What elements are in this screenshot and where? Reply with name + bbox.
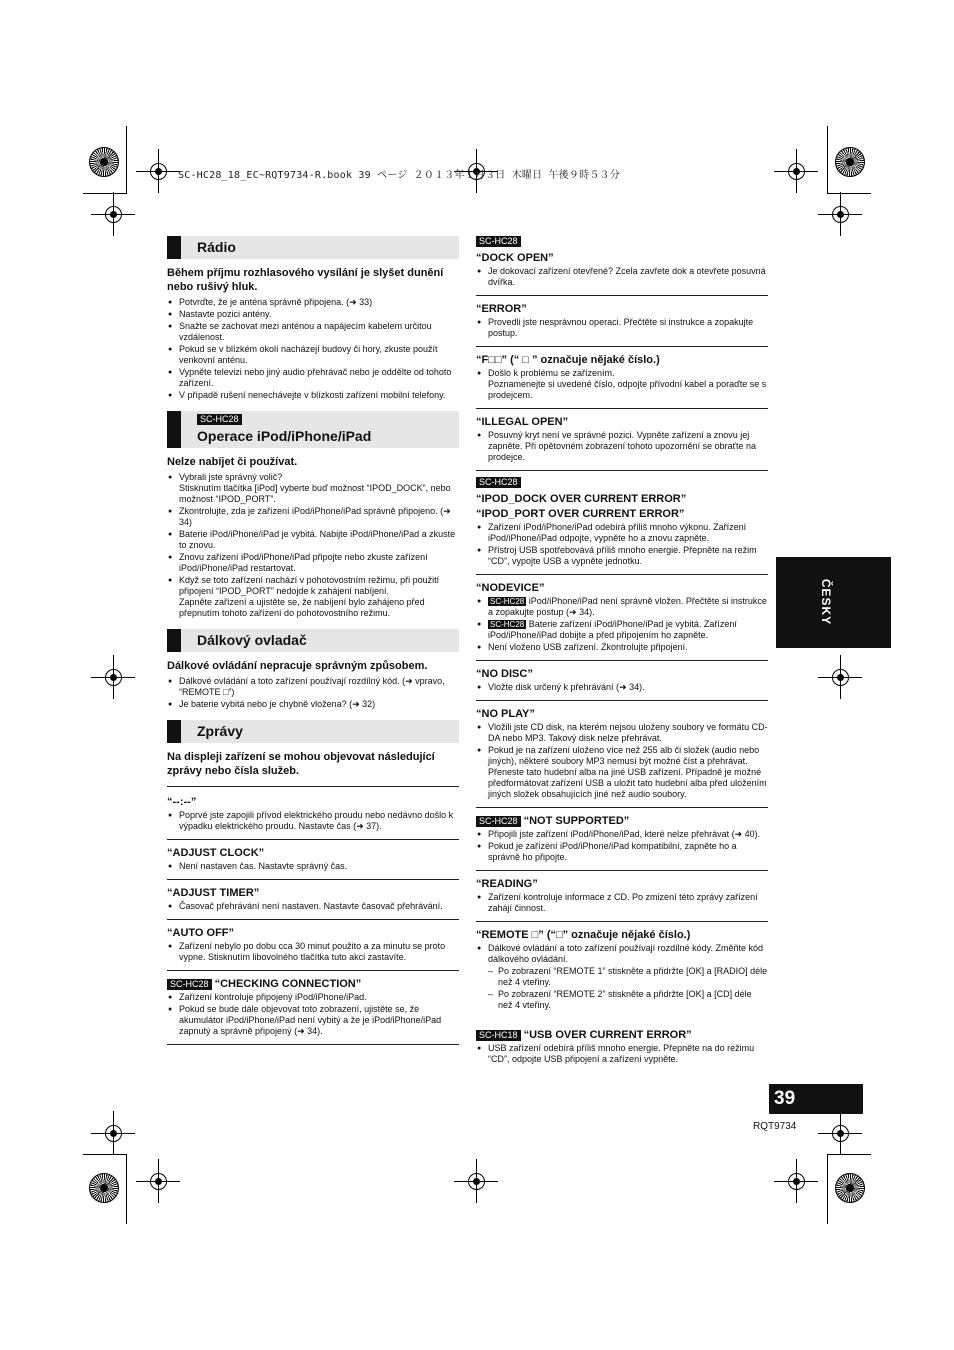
list-item: ● Došlo k problému se zařízením. Poznamenejte si uvedené číslo, odpojte přívodní kabel a poraďte se s prodejcem. (476, 368, 768, 401)
message-code: “REMOTE □” (“□” označuje nějaké číslo.) (476, 929, 691, 941)
list-item: ● Časovač přehrávání není nastaven. Nastavte časovač přehrávání. (167, 901, 459, 912)
problem-lead: Nelze nabíjet či používat. (167, 456, 298, 468)
section-title: Dálkový ovladač (197, 632, 307, 648)
message-entry (167, 846, 459, 880)
model-badge: SC-HC28 (167, 979, 212, 990)
message-entry (476, 814, 768, 871)
registration-disc (89, 147, 119, 177)
list-item: ● Je baterie vybitá nebo je chybně vložena? (➜ 32) (167, 699, 459, 710)
section-title: Zprávy (197, 723, 243, 739)
section-title: Operace iPod/iPhone/iPad (197, 428, 372, 444)
message-code: “READING” (476, 878, 538, 890)
list-item: ● Vložili jste CD disk, na kterém nejsou uloženy soubory ve formátu CD-DA nebo MP3. Takový disk nelze přehrávat. (476, 722, 768, 744)
message-code: “AUTO OFF” (167, 927, 235, 939)
message-entry (167, 977, 459, 1045)
message-code: “ILLEGAL OPEN” (476, 416, 569, 428)
model-badge: SC-HC18 (476, 1030, 521, 1041)
crop-line (827, 126, 828, 194)
message-entry (476, 415, 768, 471)
message-code: “ADJUST TIMER” (167, 887, 260, 899)
right-column (476, 236, 768, 1078)
model-badge: SC-HC28 (197, 414, 242, 425)
list-item: – Po zobrazení “REMOTE 1” stiskněte a přidržte [OK] a [RADIO] déle než 4 vteřiny. (486, 966, 768, 988)
crop-line (827, 1154, 871, 1155)
message-entry (476, 928, 768, 1018)
message-code: “DOCK OPEN” (476, 252, 554, 264)
message-code: “NODEVICE” (476, 582, 545, 594)
book-file-header: SC-HC28_18_EC~RQT9734-R.book 39 ページ ２０１３年１月３日 木曜日 午後９時５３分 (178, 170, 620, 181)
message-entry (476, 707, 768, 808)
list-item: ● Když se toto zařízení nachází v pohotovostním režimu, při použití připojení “IPOD_PORT” nedojde k zahájení nabíjení. Zapněte zařízení a ujistěte se, že nabíjení bylo zahájeno před přepnutím tohoto zařízení do pohotovostního režimu. (167, 575, 459, 619)
message-code: “USB OVER CURRENT ERROR” (523, 1029, 692, 1041)
message-code: “NOT SUPPORTED” (523, 815, 630, 827)
list-item: ● Dálkové ovládání a toto zařízení používají rozdílné kódy. Změňte kód dálkového ovládání. (476, 943, 768, 965)
list-item: ● SC-HC28 iPod/iPhone/iPad není správně vložen. Přečtěte si instrukce a zopakujte postup (➜ 34). (476, 596, 768, 618)
message-code: “--:--” (167, 796, 197, 808)
model-badge: SC-HC28 (476, 477, 521, 488)
message-entry (167, 926, 459, 971)
crop-line (827, 1154, 828, 1224)
list-item: – Po zobrazení “REMOTE 2” stiskněte a přidržte [OK] a [CD] déle než 4 vteřiny. (486, 989, 768, 1011)
model-badge: SC-HC28 (476, 816, 521, 827)
message-entry (476, 353, 768, 409)
list-item: ● Zařízení kontroluje připojený iPod/iPhone/iPad. (167, 992, 459, 1003)
list-item: ● Vybrali jste správný volič? Stisknutím tlačítka [iPod] vyberte buď možnost “IPOD_DOCK”, nebo možnost “IPOD_PORT”. (167, 472, 459, 505)
crop-line (83, 193, 127, 194)
registration-disc (835, 1173, 865, 1203)
section-ipod-header (167, 411, 459, 448)
list-item: ● Pokud je zařízení iPod/iPhone/iPad kompatibilní, zapněte ho a správně ho připojte. (476, 841, 768, 863)
list-item: ● Přístroj USB spotřebovává příliš mnoho energie. Přepněte na režim “CD”, vypojte USB a vypněte jednotku. (476, 545, 768, 567)
list-item: ● Pokud se bude dále objevovat toto zobrazení, ujistěte se, že akumulátor iPod/iPhone/iPad není vybitý a že je iPod/iPhone/iPad zapnutý a správně připojený (➜ 34). (167, 1004, 459, 1037)
list-item: ● Provedli jste nesprávnou operaci. Přečtěte si instrukce a zopakujte postup. (476, 317, 768, 339)
list-item: ● Poprvé jste zapojili přívod elektrického proudu nebo nedávno došlo k výpadku elektrického proudu. Nastavte čas (➜ 37). (167, 810, 459, 832)
crop-line (126, 126, 127, 194)
list-item: ● Pokud se v blízkém okolí nacházejí budovy či hory, zkuste použít venkovní anténu. (167, 344, 459, 366)
bullet-list (167, 676, 459, 710)
message-entry (476, 581, 768, 661)
language-tab (776, 557, 891, 648)
crop-line (83, 1154, 127, 1155)
message-code: “F□□” (“ □ ” označuje nějaké číslo.) (476, 354, 660, 366)
page-number: 39 (774, 1088, 796, 1109)
message-code-row (476, 1028, 768, 1042)
model-badge: SC-HC28 (490, 597, 525, 606)
message-code: “NO DISC” (476, 668, 533, 680)
message-entry (476, 477, 768, 575)
section-remote-header (167, 629, 459, 652)
message-code: “ERROR” (476, 303, 527, 315)
list-item: ● Potvrďte, že je anténa správně připojena. (➜ 33) (167, 297, 459, 308)
message-code-row (476, 814, 768, 828)
list-item: ● Dálkové ovládání a toto zařízení používají rozdílný kód. (➜ vpravo, “REMOTE □”) (167, 676, 459, 698)
message-code: “CHECKING CONNECTION” (214, 978, 362, 990)
model-badge: SC-HC28 (490, 620, 525, 629)
message-code: “IPOD_DOCK OVER CURRENT ERROR” (476, 493, 687, 505)
problem-lead: Dálkové ovládání nepracuje správným způsobem. (167, 660, 428, 672)
language-label: ČESKY (819, 578, 833, 626)
problem-lead: Na displeji zařízení se mohou objevovat následující zprávy nebo čísla služeb. (167, 750, 459, 787)
list-item: ● Připojili jste zařízení iPod/iPhone/iPad, které nelze přehrávat (➜ 40). (476, 829, 768, 840)
list-item: ● Není nastaven čas. Nastavte správný čas. (167, 861, 459, 872)
list-item: ● Vypněte televizi nebo jiný audio přehrávač nebo je oddělte od tohoto zařízení. (167, 367, 459, 389)
model-code: RQT9734 (753, 1121, 797, 1132)
section-messages-header (167, 720, 459, 743)
list-item: ● Baterie iPod/iPhone/iPad je vybitá. Nabijte iPod/iPhone/iPad a zkuste to znovu. (167, 529, 459, 551)
bullet-list (167, 297, 459, 401)
list-item: ● Zařízení nebylo po dobu cca 30 minut použito a za minutu se proto vypne. Stisknutím libovolného tlačítka tuto akci zastavíte. (167, 941, 459, 963)
list-item: ● Je dokovací zařízení otevřené? Zcela zavřete dok a otevřete posuvná dvířka. (476, 266, 768, 288)
list-item: ● Zkontrolujte, zda je zařízení iPod/iPhone/iPad správně připojeno. (➜ 34) (167, 506, 459, 528)
message-entry (476, 1028, 768, 1072)
list-item: ● V případě rušení nenechávejte v blízkosti zařízení mobilní telefony. (167, 390, 459, 401)
message-entry (476, 667, 768, 701)
section-radio-header (167, 236, 459, 259)
list-item: ● Posuvný kryt není ve správné pozici. Vypněte zařízení a znovu jej zapněte. Při opětovném zobrazení tohoto upozornění se obraťte na prodejce. (476, 430, 768, 463)
list-item: ● Pokud je na zařízení uloženo více než 255 alb či složek (audio nebo jiných), některé soubory MP3 nemusí být možné číst a přehrávat. Přeneste tato hudební alba na jiné USB zařízení. Případně je možné předformátovat zařízení USB a uložit tato hudební alba před uložením jiných složek obsahujících jiné než audio soubory. (476, 745, 768, 800)
message-code-row (167, 977, 459, 991)
list-item: ● Zařízení iPod/iPhone/iPad odebírá příliš mnoho výkonu. Zařízení iPod/iPhone/iPad odpojte, vypněte ho a znovu zapněte. (476, 522, 768, 544)
list-item: ● Vložte disk určený k přehrávání (➜ 34). (476, 682, 768, 693)
registration-disc (89, 1173, 119, 1203)
list-item: ● Nastavte pozici antény. (167, 309, 459, 320)
model-badge: SC-HC28 (476, 236, 521, 247)
message-code: “IPOD_PORT OVER CURRENT ERROR” (476, 508, 685, 520)
list-item: ● Není vloženo USB zařízení. Zkontrolujte připojení. (476, 642, 768, 653)
list-item: ● USB zařízení odebírá příliš mnoho energie. Přepněte na do režimu “CD”, odpojte USB připojení a zařízení vypněte. (476, 1043, 768, 1065)
message-entry (476, 236, 768, 296)
message-entry (167, 886, 459, 920)
message-code: “ADJUST CLOCK” (167, 847, 265, 859)
list-item: ● Snažte se zachovat mezi anténou a napájecím kabelem určitou vzdálenost. (167, 321, 459, 343)
message-entry (476, 877, 768, 922)
list-item: ● Znovu zařízení iPod/iPhone/iPad připojte nebo zkuste zařízení iPod/iPhone/iPad restartovat. (167, 552, 459, 574)
registration-disc (835, 147, 865, 177)
left-column (167, 236, 459, 1051)
message-code: “NO PLAY” (476, 708, 535, 720)
section-title: Rádio (197, 239, 236, 255)
crop-line (126, 1154, 127, 1224)
page-number-box (769, 1084, 863, 1114)
list-item: ● SC-HC28 Baterie zařízení iPod/iPhone/iPad je vybitá. Zařízení iPod/iPhone/iPad dobijte a před připojením ho zapněte. (476, 619, 768, 641)
problem-lead: Během příjmu rozhlasového vysílání je slyšet dunění nebo rušivý hluk. (167, 267, 444, 293)
crop-line (827, 193, 871, 194)
message-entry (476, 302, 768, 347)
message-entry (167, 795, 459, 840)
bullet-list (167, 472, 459, 619)
list-item: ● Zařízení kontroluje informace z CD. Po zmizení této zprávy zařízení zahájí činnost. (476, 892, 768, 914)
